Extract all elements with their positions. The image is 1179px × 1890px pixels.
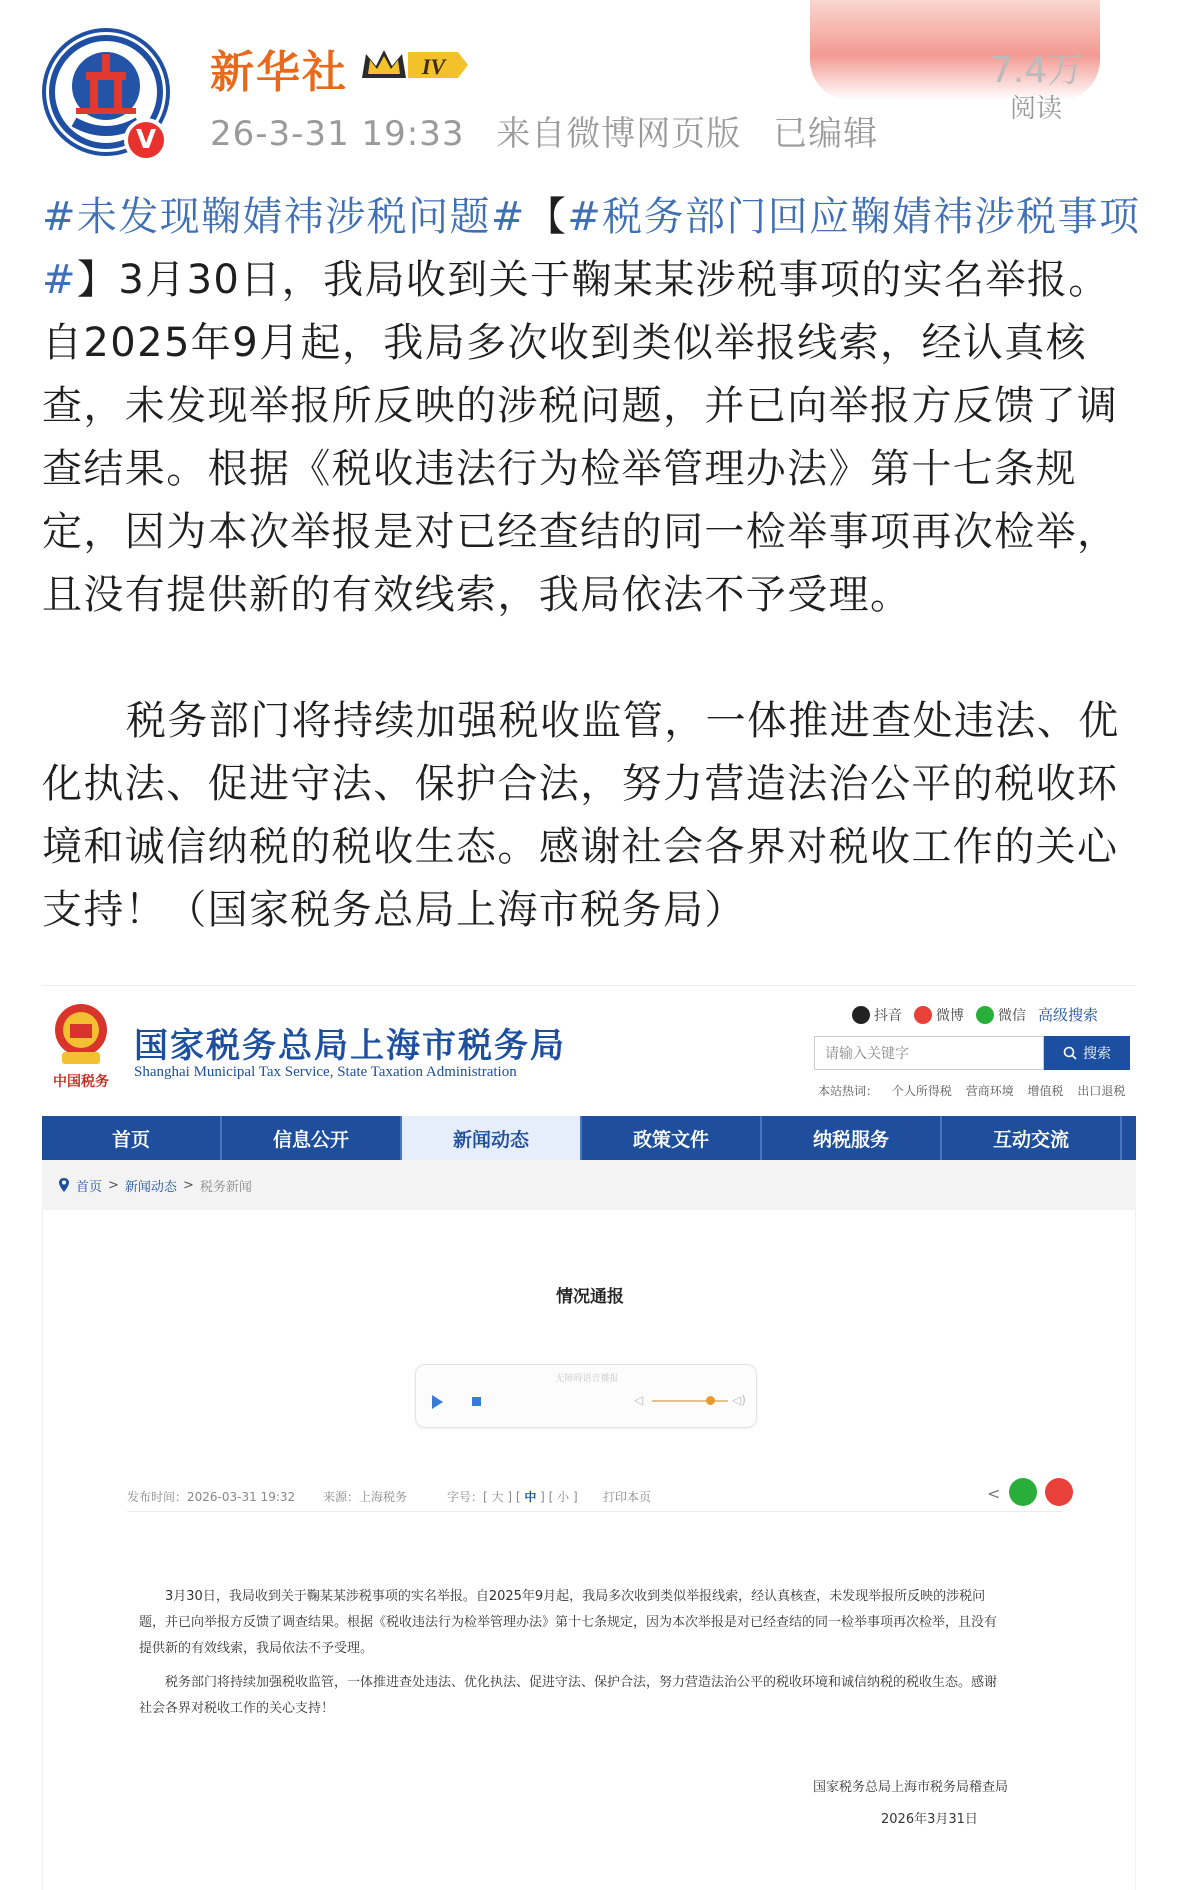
- font-size-label: 字号：: [447, 1490, 484, 1504]
- volume-icon: ◁: [634, 1393, 644, 1407]
- read-count: 7.4万: [990, 50, 1084, 91]
- font-size-control: 字号：[ 大 ] [ 中 ] [ 小 ]: [447, 1490, 578, 1504]
- hashtag-link[interactable]: #税务部门回应鞠婧祎涉税事项#: [42, 194, 1141, 303]
- social-links: [852, 1004, 1098, 1025]
- audio-player: [415, 1364, 757, 1428]
- search-button[interactable]: [1044, 1036, 1130, 1070]
- breadcrumb-home[interactable]: 首页: [76, 1179, 103, 1195]
- post-timestamp: 26-3-31 19:33: [210, 114, 465, 154]
- font-size-medium[interactable]: 中: [524, 1490, 537, 1504]
- site-subtitle: Shanghai Municipal Tax Service, State Taxation Administration: [134, 1064, 517, 1080]
- douyin-icon: [852, 1006, 870, 1024]
- play-icon[interactable]: [432, 1395, 443, 1409]
- volume-handle[interactable]: [706, 1396, 715, 1405]
- hashtag-link[interactable]: #未发现鞠婧祎涉税问题#: [42, 194, 526, 240]
- article-paragraph-2: 税务部门将持续加强税收监管，一体推进查处违法、优化执法、促进守法、保护合法，努力营造法治公平的税收环境和诚信纳税的税收生态。感谢社会各界对税收工作的关心支持！: [139, 1675, 998, 1716]
- hot-word[interactable]: 增值税: [1027, 1084, 1064, 1098]
- article-paragraph-1: 3月30日，我局收到关于鞠某某涉税事项的实名举报。自2025年9月起，我局多次收到类似举报线索，经认真核查，未发现举报所反映的涉税问题，并已向举报方反馈了调查结果。根据《税收违法行为检举管理办法》第十七条规定，因为本次举报是对已经查结的同一检举事项再次检举，且没有提供新的有效线索，我局依法不予受理。: [139, 1589, 998, 1656]
- article: [42, 1210, 1136, 1890]
- font-size-small[interactable]: 小: [557, 1490, 570, 1504]
- article-signature: 国家税务总局上海市税务局稽查局: [813, 1780, 1009, 1795]
- embedded-screenshot[interactable]: [42, 985, 1136, 1890]
- bracket-close: 】: [76, 257, 119, 303]
- share-icon[interactable]: <: [987, 1484, 1001, 1503]
- nav-policy[interactable]: 政策文件: [582, 1116, 762, 1160]
- breadcrumb-separator: >: [182, 1177, 194, 1193]
- nav-home[interactable]: 首页: [42, 1116, 222, 1160]
- breadcrumb-current[interactable]: 税务新闻: [199, 1179, 252, 1195]
- search-button-label: 搜索: [1083, 1046, 1111, 1062]
- wechat-icon: [976, 1006, 994, 1024]
- print-link[interactable]: 打印本页: [603, 1490, 652, 1504]
- social-label: 微信: [998, 1007, 1026, 1024]
- post-text-1: 3月30日，我局收到关于鞠某某涉税事项的实名举报。自2025年9月起，我局多次收到类似举报线索，经认真核查，未发现举报所反映的涉税问题，并已向举报方反馈了调查结果。根据《税收违法行为检举管理办法》第十七条规定，因为本次举报是对已经查结的同一检举事项再次检举，且没有提供新的有效线索，我局依法不予受理。: [42, 257, 1119, 618]
- social-douyin[interactable]: [852, 1005, 902, 1025]
- breadcrumb-news[interactable]: 新闻动态: [124, 1179, 177, 1195]
- player-hint: 无障碍语音播报: [555, 1374, 619, 1384]
- breadcrumb: [42, 1160, 1136, 1210]
- social-weibo[interactable]: [914, 1005, 964, 1025]
- social-wechat[interactable]: [976, 1005, 1026, 1025]
- wechat-icon[interactable]: [1009, 1478, 1037, 1506]
- social-label: 微博: [936, 1007, 964, 1024]
- hot-word[interactable]: 个人所得税: [891, 1084, 952, 1098]
- hot-words: [818, 1082, 1135, 1099]
- nav-news[interactable]: 新闻动态: [402, 1116, 582, 1160]
- crown-level-icon[interactable]: [358, 44, 472, 86]
- read-label: 阅读: [1010, 94, 1063, 124]
- level-text: IV: [422, 54, 446, 79]
- weibo-icon[interactable]: [1045, 1478, 1073, 1506]
- advanced-search-link[interactable]: 高级搜索: [1038, 1006, 1099, 1024]
- article-info-bar: [127, 1472, 1063, 1512]
- nav-tax-service[interactable]: 纳税服务: [762, 1116, 942, 1160]
- breadcrumb-separator: >: [108, 1177, 119, 1193]
- social-label: 抖音: [874, 1007, 902, 1024]
- main-nav: [42, 1116, 1136, 1160]
- nav-interaction[interactable]: 互动交流: [942, 1116, 1122, 1160]
- username[interactable]: 新华社: [210, 47, 348, 98]
- font-size-large[interactable]: 大: [491, 1490, 504, 1504]
- volume-icon: ◁): [732, 1393, 746, 1407]
- search-input[interactable]: 请输入关键字: [814, 1036, 1044, 1070]
- post-edited[interactable]: 已编辑: [773, 114, 879, 154]
- article-source: 来源：上海税务: [323, 1490, 408, 1504]
- site-header: [42, 986, 1136, 1116]
- stop-icon[interactable]: [472, 1397, 481, 1406]
- volume-slider[interactable]: [652, 1400, 728, 1402]
- article-date: 2026年3月31日: [881, 1812, 978, 1827]
- hot-word[interactable]: 营商环境: [965, 1084, 1014, 1098]
- weibo-icon: [914, 1006, 932, 1024]
- post-source: 来自微博网页版: [496, 114, 742, 154]
- publish-time: 发布时间：2026-03-31 19:32: [127, 1490, 296, 1504]
- verified-icon: V: [124, 118, 168, 162]
- article-body: [139, 1584, 999, 1722]
- post-body: [42, 186, 1142, 942]
- bracket-open: 【: [525, 194, 568, 240]
- emblem-caption: 中国税务: [53, 1074, 109, 1090]
- article-title: 情况通报: [556, 1287, 624, 1307]
- post-header: [0, 0, 1179, 160]
- search-icon: [1063, 1046, 1077, 1060]
- post-paragraph-1: [42, 186, 1142, 627]
- hot-label: 本站热词：: [818, 1084, 879, 1098]
- nav-info-disclosure[interactable]: 信息公开: [222, 1116, 402, 1160]
- post-meta: [210, 106, 898, 155]
- site-title[interactable]: 国家税务总局上海市税务局: [134, 1026, 566, 1066]
- post-paragraph-2: 税务部门将持续加强税收监管，一体推进查处违法、优化执法、促进守法、保护合法，努力营造法治公平的税收环境和诚信纳税的税收生态。感谢社会各界对税收工作的关心支持！（国家税务总局上海市税务局）: [42, 698, 1120, 933]
- tax-emblem-icon: [48, 1000, 114, 1092]
- hot-word[interactable]: 出口退税: [1077, 1084, 1126, 1098]
- location-pin-icon: [58, 1177, 70, 1193]
